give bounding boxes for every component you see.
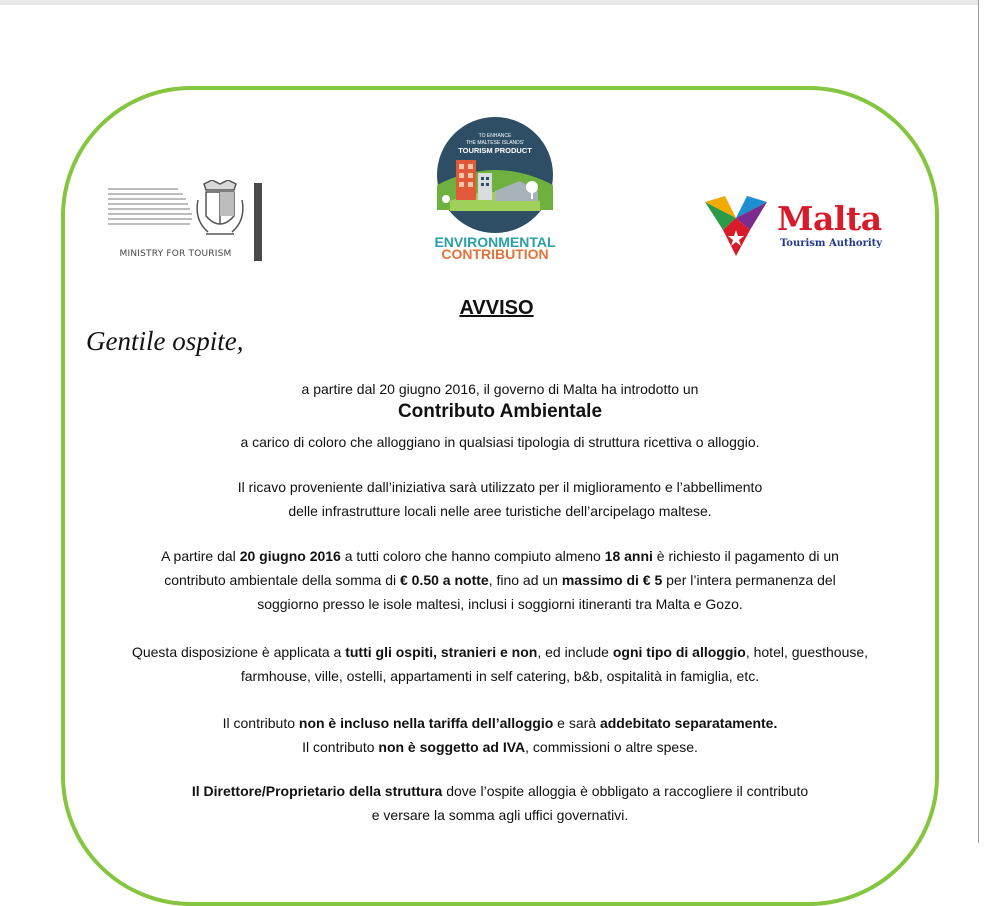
contribution-heading: Contributo Ambientale — [397, 401, 603, 422]
paragraph-fees-line3: soggiorno presso le isole maltesi, inclusi i soggiorni itineranti tra Malta e Gozo. — [257, 596, 743, 612]
env-top-line2: THE MALTESE ISLANDS' — [465, 140, 525, 146]
notice-title: AVVISO — [459, 297, 534, 319]
paragraph-director-line1: Il Direttore/Proprietario della struttura dove l’ospite alloggia è obbligato a raccogliere il contributo — [191, 783, 809, 799]
malta-tourism-authority-logo — [703, 190, 883, 260]
env-top-small: TO ENHANCE — [478, 133, 512, 139]
ministry-divider — [254, 183, 262, 261]
intro-line: a partire dal 20 giugno 2016, il governo di Malta ha introdotto un — [301, 381, 699, 397]
paragraph-purpose-line2: delle infrastrutture locali nelle aree turistiche dell’arcipelago maltese. — [288, 503, 712, 519]
greeting: Gentile ospite, — [86, 326, 244, 356]
paragraph-scope-line2: farmhouse, ville, ostelli, appartamenti in self catering, b&b, ospitalità in famiglia, etc. — [240, 668, 760, 684]
paragraph-fees-line2: contributo ambientale della somma di € 0.50 a notte, fino ad un massimo di € 5 per l’intera permanenza del — [164, 572, 836, 588]
viewer-top-bar — [0, 0, 993, 5]
mta-emblem-icon — [703, 190, 773, 260]
env-bottom2: CONTRIBUTION — [441, 246, 549, 262]
mta-wordmark: Malta — [777, 199, 882, 238]
paragraph-director-line2: e versare la somma agli uffici governativi. — [371, 807, 629, 823]
paragraph-scope-line1: Questa disposizione è applicata a tutti gli ospiti, stranieri e non, ed include ogni tipo di alloggio, hotel, guesthouse, — [131, 644, 869, 660]
paragraph-fees-line1: A partire dal 20 giugno 2016 a tutti coloro che hanno compiuto almeno 18 anni è richiesto il pagamento di un — [161, 548, 839, 564]
ministry-label: MINISTRY FOR TOURISM — [119, 249, 232, 259]
coat-of-arms-icon — [108, 180, 248, 242]
paragraph-purpose-line1: Il ricavo proveniente dall’iniziativa sarà utilizzato per il miglioramento e l’abbellimento — [237, 479, 763, 495]
intro-line-3: a carico di coloro che alloggiano in qualsiasi tipologia di struttura ricettiva o alloggio. — [240, 434, 760, 450]
paragraph-billing-line2: Il contributo non è soggetto ad IVA, commissioni o altre spese. — [302, 739, 698, 755]
env-top-line3: TOURISM PRODUCT — [458, 146, 532, 155]
paragraph-billing-line1: Il contributo non è incluso nella tariffa dell’alloggio e sarà addebitato separatamente. — [222, 715, 778, 731]
env-bottom1: ENVIRONMENTAL — [434, 234, 556, 250]
ministry-for-tourism-logo — [108, 180, 268, 265]
environmental-contribution-logo — [420, 115, 570, 265]
viewer-scroll-edge[interactable] — [978, 0, 993, 843]
mta-subtitle: Tourism Authority — [780, 238, 883, 249]
